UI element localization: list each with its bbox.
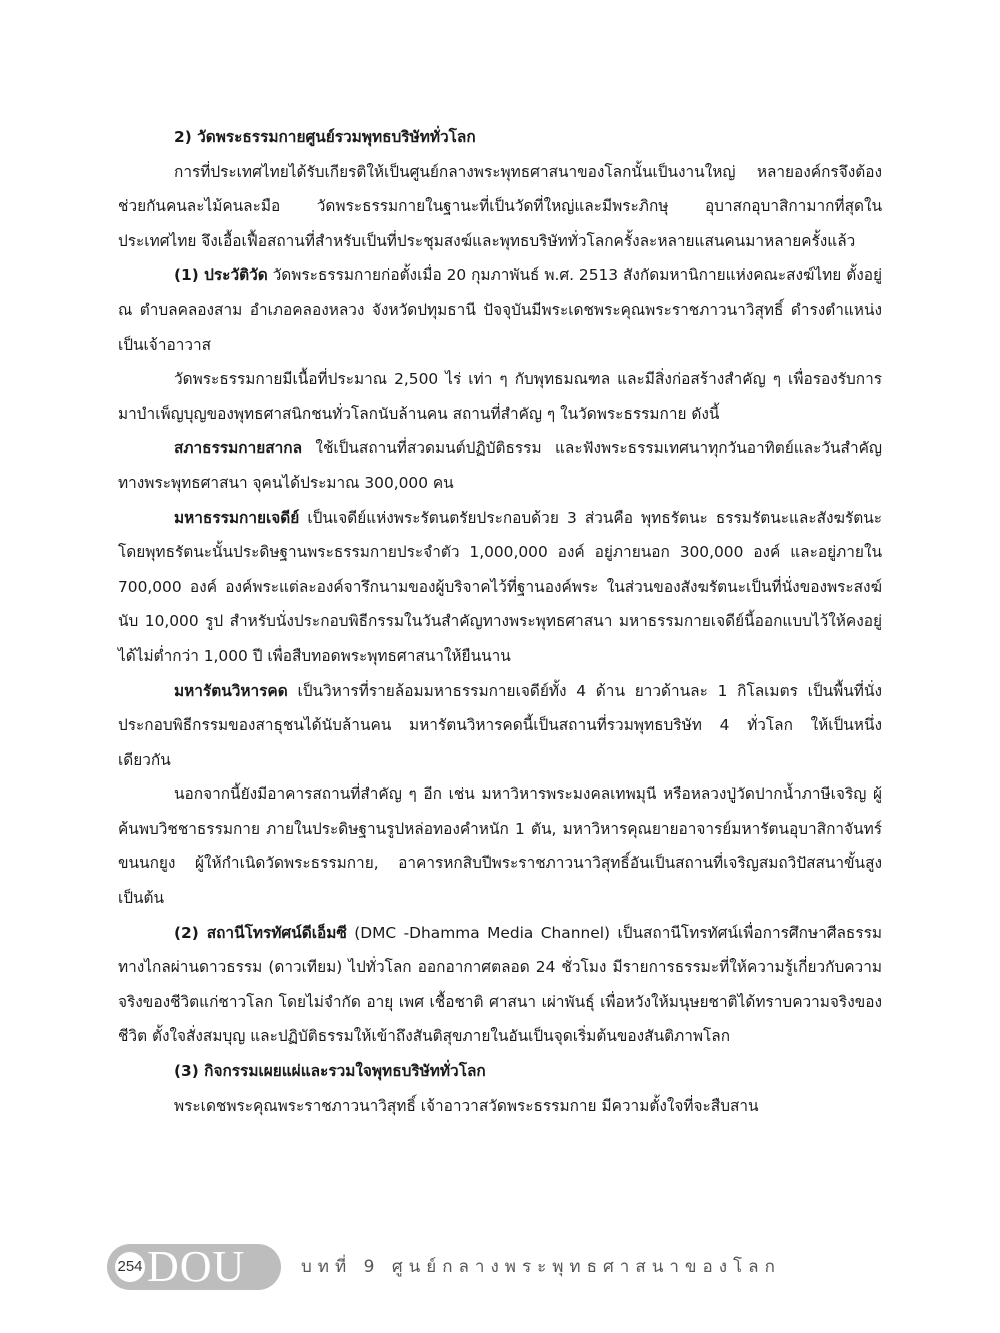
- chedi-text: เป็นเจดีย์แห่งพระรัตนตรัยประกอบด้วย 3 ส่วนคือ พุทธรัตนะ ธรรมรัตนะและสังฆรัตนะ โดยพุทธรัตนะนั้นประดิษฐานพระธรรมกายประจำตัว 1,000,000 องค์ อยู่ภายนอก 300,000 องค์ และอยู่ภายใน 700,000 องค์ องค์พระแต่ละองค์จารึกนามของผู้บริจาคไว้ที่ฐานองค์พระ ในส่วนของสังฆรัตนะเป็นที่นั่งของพระสงฆ์นับ 10,000 รูป สำหรับนั่งประกอบพิธีกรรมในวันสำคัญทางพระพุทธศาสนา มหาธรรมกายเจดีย์นี้ออกแบบไว้ให้คงอยู่ได้ไม่ต่ำกว่า 1,000 ปี เพื่อสืบทอดพระพุทธศาสนาให้ยืนนาน: [118, 508, 882, 665]
- history-paragraph: [118, 258, 882, 362]
- area-paragraph: วัดพระธรรมกายมีเนื้อที่ประมาณ 2,500 ไร่ เท่า ๆ กับพุทธมณฑล และมีสิ่งก่อสร้างสำคัญ ๆ เพื่อรองรับการมาบำเพ็ญบุญของพุทธศาสนิกชนทั่วโลกนับล้านคน สถานที่สำคัญ ๆ ในวัดพระธรรมกาย ดังนี้: [118, 370, 882, 423]
- viharn-paragraph: [118, 674, 882, 778]
- viharn-label: มหารัตนวิหารคด: [174, 681, 288, 700]
- dmc-paragraph: [118, 916, 882, 1054]
- dmc-text: (DMC -Dhamma Media Channel) เป็นสถานีโทรทัศน์เพื่อการศึกษาศีลธรรมทางไกลผ่านดาวธรรม (ดาวเทียม) ไปทั่วโลก ออกอากาศตลอด 24 ชั่วโมง มีรายการธรรมะที่ให้ความรู้เกี่ยวกับความจริงของชีวิตแก่ชาวโลก โดยไม่จำกัด อายุ เพศ เชื้อชาติ ศาสนา เผ่าพันธุ์ เพื่อหวังให้มนุษยชาติได้ทราบความจริงของชีวิต ตั้งใจสั่งสมบุญ และปฏิบัติธรรมให้เข้าถึงสันติสุขภายในอันเป็นจุดเริ่มต้นของสันติภาพโลก: [118, 923, 883, 1046]
- dmc-label: (2) สถานีโทรทัศน์ดีเอ็มซี: [174, 923, 347, 942]
- chedi-label: มหาธรรมกายเจดีย์: [174, 508, 300, 527]
- chapter-title: บทที่ 9 ศูนย์กลางพระพุทธศาสนาของโลก: [301, 1257, 781, 1277]
- chedi-paragraph: [118, 501, 882, 674]
- last-paragraph: พระเดชพระคุณพระราชภาวนาวิสุทธิ์ เจ้าอาวาสวัดพระธรรมกาย มีความตั้งใจที่จะสืบสาน: [174, 1096, 759, 1115]
- page-footer: [107, 1242, 781, 1291]
- sapha-label: สภาธรรมกายสากล: [174, 439, 303, 458]
- intro-paragraph: การที่ประเทศไทยได้รับเกียรติให้เป็นศูนย์กลางพระพุทธศาสนาของโลกนั้นเป็นงานใหญ่ หลายองค์กรจึงต้องช่วยกันคนละไม้คนละมือ วัดพระธรรมกายในฐานะที่เป็นวัดที่ใหญ่และมีพระภิกษุ อุบาสกอุบาสิกามากที่สุดในประเทศไทย จึงเอื้อเฟื้อสถานที่สำหรับเป็นที่ประชุมสงฆ์และพุทธบริษัททั่วโลกครั้งละหลายแสนคนมาหลายครั้งแล้ว: [118, 162, 882, 250]
- viharn-text: เป็นวิหารที่รายล้อมมหาธรรมกายเจดีย์ทั้ง 4 ด้าน ยาวด้านละ 1 กิโลเมตร เป็นพื้นที่นั่งประกอบพิธีกรรมของสาธุชนได้นับล้านคน มหารัตนวิหารคดนี้เป็นสถานที่รวมพุทธบริษัท 4 ทั่วโลก ให้เป็นหนึ่งเดียวกัน: [118, 681, 882, 769]
- history-text: วัดพระธรรมกายก่อตั้งเมื่อ 20 กุมภาพันธ์ พ.ศ. 2513 สังกัดมหานิกายแห่งคณะสงฆ์ไทย ตั้งอยู่ ณ ตำบลคลองสาม อำเภอคลองหลวง จังหวัดปทุมธานี ปัจจุบันมีพระเดชพระคุณพระราชภาวนาวิสุทธิ์ ดำรงตำแหน่งเป็นเจ้าอาวาส: [118, 266, 882, 354]
- section-heading: 2) วัดพระธรรมกายศูนย์รวมพุทธบริษัททั่วโลก: [174, 128, 476, 146]
- other-buildings-paragraph: นอกจากนี้ยังมีอาคารสถานที่สำคัญ ๆ อีก เช่น มหาวิหารพระมงคลเทพมุนี หรือหลวงปู่วัดปากน้ำภาษีเจริญ ผู้ค้นพบวิชชาธรรมกาย ภายในประดิษฐานรูปหล่อทองคำหนัก 1 ตัน, มหาวิหารคุณยายอาจารย์มหารัตนอุบาสิกาจันทร์ ขนนกยูง ผู้ให้กำเนิดวัดพระธรรมกาย, อาคารหกสิบปีพระราชภาวนาวิสุทธิ์อันเป็นสถานที่เจริญสมถวิปัสสนาขั้นสูง เป็นต้น: [118, 785, 882, 908]
- sapha-text: ใช้เป็นสถานที่สวดมนต์ปฏิบัติธรรม และฟังพระธรรมเทศนาทุกวันอาทิตย์และวันสำคัญทางพระพุทธศาสนา จุคนได้ประมาณ 300,000 คน: [118, 439, 882, 492]
- page-body: [118, 120, 882, 1123]
- page-number: 254: [115, 1252, 145, 1282]
- history-label: (1) ประวัติวัด: [174, 266, 268, 285]
- sapha-paragraph: [118, 431, 882, 500]
- footer-badge: [107, 1244, 281, 1290]
- activities-heading: (3) กิจกรรมเผยแผ่และรวมใจพุทธบริษัททั่วโลก: [174, 1062, 486, 1081]
- dou-logo: DOU: [147, 1242, 246, 1291]
